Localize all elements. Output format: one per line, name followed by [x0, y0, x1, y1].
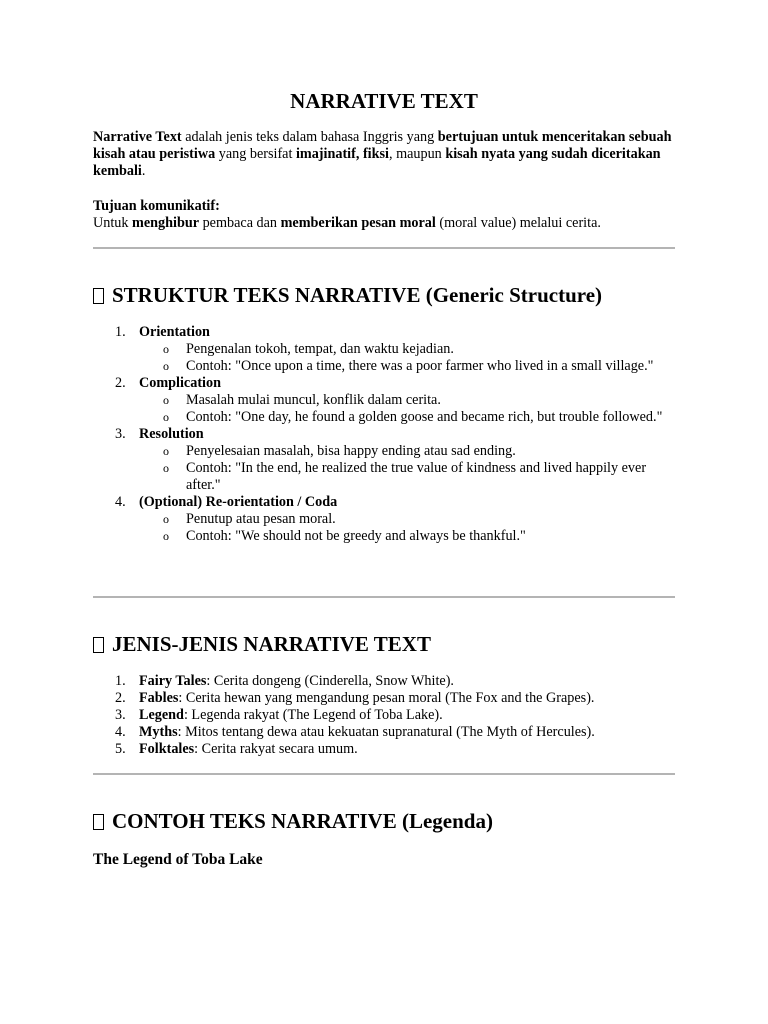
structure-item-number: 3.: [115, 426, 126, 442]
bullet-icon: o: [163, 512, 169, 526]
bullet-icon: o: [163, 393, 169, 407]
definition-paragraph: [93, 129, 675, 180]
bullet-icon: o: [163, 461, 169, 475]
type-item: [93, 741, 675, 758]
structure-sub-point-text: Masalah mulai muncul, konflik dalam cerita.: [186, 392, 441, 408]
type-item: [93, 690, 675, 707]
structure-item-title: Orientation: [139, 324, 210, 340]
type-item-description: : Cerita dongeng (Cinderella, Snow White).: [206, 673, 454, 689]
structure-item-title: Complication: [139, 375, 221, 391]
structure-item: [93, 324, 675, 341]
structure-item-number: 1.: [115, 324, 126, 340]
structure-sub-point: [93, 443, 675, 460]
structure-sub-point-text: Contoh: "Once upon a time, there was a poor farmer who lived in a small village.": [186, 358, 654, 374]
missing-glyph-box-icon: [93, 637, 104, 653]
definition-text-1: adalah jenis teks dalam bahasa Inggris yang: [181, 129, 438, 145]
types-list: [93, 673, 675, 758]
structure-item: [93, 426, 675, 443]
type-item-term: Folktales: [139, 741, 195, 757]
structure-item: [93, 375, 675, 392]
type-item-description: : Cerita hewan yang mengandung pesan moral (The Fox and the Grapes).: [178, 690, 595, 706]
divider-2: [93, 596, 675, 598]
missing-glyph-box-icon: [93, 288, 104, 304]
example-heading: [93, 808, 693, 834]
divider-1: [93, 247, 675, 249]
type-item: [93, 673, 675, 690]
structure-item-title: (Optional) Re-orientation / Coda: [139, 494, 338, 510]
structure-sub-point-text: Contoh: "In the end, he realized the true value of kindness and lived happily ever after.": [186, 460, 647, 493]
type-item-number: 1.: [115, 673, 126, 689]
type-item-term: Fairy Tales: [139, 673, 207, 689]
purpose-bold-1: menghibur: [132, 215, 200, 231]
type-item-term: Myths: [139, 724, 178, 740]
purpose-bold-2: memberikan pesan moral: [280, 215, 436, 231]
structure-sub-point: [93, 341, 675, 358]
definition-term: Narrative Text: [93, 129, 182, 145]
story-title: The Legend of Toba Lake: [93, 851, 263, 868]
structure-sub-point-text: Contoh: "We should not be greedy and always be thankful.": [186, 528, 526, 544]
purpose-text-3: (moral value) melalui cerita.: [435, 215, 601, 231]
type-item: [93, 724, 675, 741]
structure-heading: [93, 282, 693, 308]
structure-item-number: 4.: [115, 494, 126, 510]
bullet-icon: o: [163, 444, 169, 458]
type-item-term: Legend: [139, 707, 184, 723]
structure-sub-point: [93, 392, 675, 409]
type-item-description: : Mitos tentang dewa atau kekuatan supranatural (The Myth of Hercules).: [177, 724, 595, 740]
type-item-term: Fables: [139, 690, 179, 706]
purpose-text-2: pembaca dan: [199, 215, 281, 231]
structure-sub-point-text: Contoh: "One day, he found a golden goose and became rich, but trouble followed.": [186, 409, 663, 425]
type-item-number: 2.: [115, 690, 126, 706]
structure-item-number: 2.: [115, 375, 126, 391]
type-item-number: 3.: [115, 707, 126, 723]
bullet-icon: o: [163, 342, 169, 356]
type-item-number: 4.: [115, 724, 126, 740]
missing-glyph-box-icon: [93, 814, 104, 830]
types-heading-text: JENIS-JENIS NARRATIVE TEXT: [112, 632, 431, 656]
structure-list: [93, 324, 675, 545]
purpose-label: Tujuan komunikatif:: [93, 198, 220, 214]
structure-sub-point: [93, 460, 675, 494]
document-title: NARRATIVE TEXT: [290, 89, 478, 113]
structure-sub-point: [93, 358, 675, 375]
structure-item: [93, 494, 675, 511]
types-heading: [93, 631, 693, 657]
bullet-icon: o: [163, 410, 169, 424]
structure-sub-point-text: Penutup atau pesan moral.: [186, 511, 336, 527]
type-item-description: : Legenda rakyat (The Legend of Toba Lake).: [183, 707, 443, 723]
example-heading-text: CONTOH TEKS NARRATIVE (Legenda): [112, 809, 493, 833]
structure-sub-point: [93, 528, 675, 545]
definition-bold-2: imajinatif, fiksi: [295, 146, 389, 162]
definition-text-4: .: [141, 163, 146, 179]
structure-sub-point-text: Penyelesaian masalah, bisa happy ending atau sad ending.: [186, 443, 516, 459]
definition-text-3: , maupun: [388, 146, 446, 162]
structure-item-title: Resolution: [139, 426, 204, 442]
structure-heading-text: STRUKTUR TEKS NARRATIVE (Generic Structure): [112, 283, 603, 307]
definition-bold-3: kisah nyata yang sudah diceritakan kembali: [93, 146, 661, 179]
definition-text-2: yang bersifat: [215, 146, 296, 162]
bullet-icon: o: [163, 359, 169, 373]
purpose-text-1: Untuk: [93, 215, 133, 231]
structure-sub-point: [93, 409, 675, 426]
purpose-paragraph: [93, 198, 675, 232]
structure-sub-point: [93, 511, 675, 528]
type-item-number: 5.: [115, 741, 126, 757]
type-item-description: : Cerita rakyat secara umum.: [194, 741, 358, 757]
type-item: [93, 707, 675, 724]
structure-sub-point-text: Pengenalan tokoh, tempat, dan waktu kejadian.: [186, 341, 454, 357]
definition-bold-1: bertujuan untuk menceritakan sebuah kisah atau peristiwa: [93, 129, 672, 162]
divider-3: [93, 773, 675, 775]
bullet-icon: o: [163, 529, 169, 543]
